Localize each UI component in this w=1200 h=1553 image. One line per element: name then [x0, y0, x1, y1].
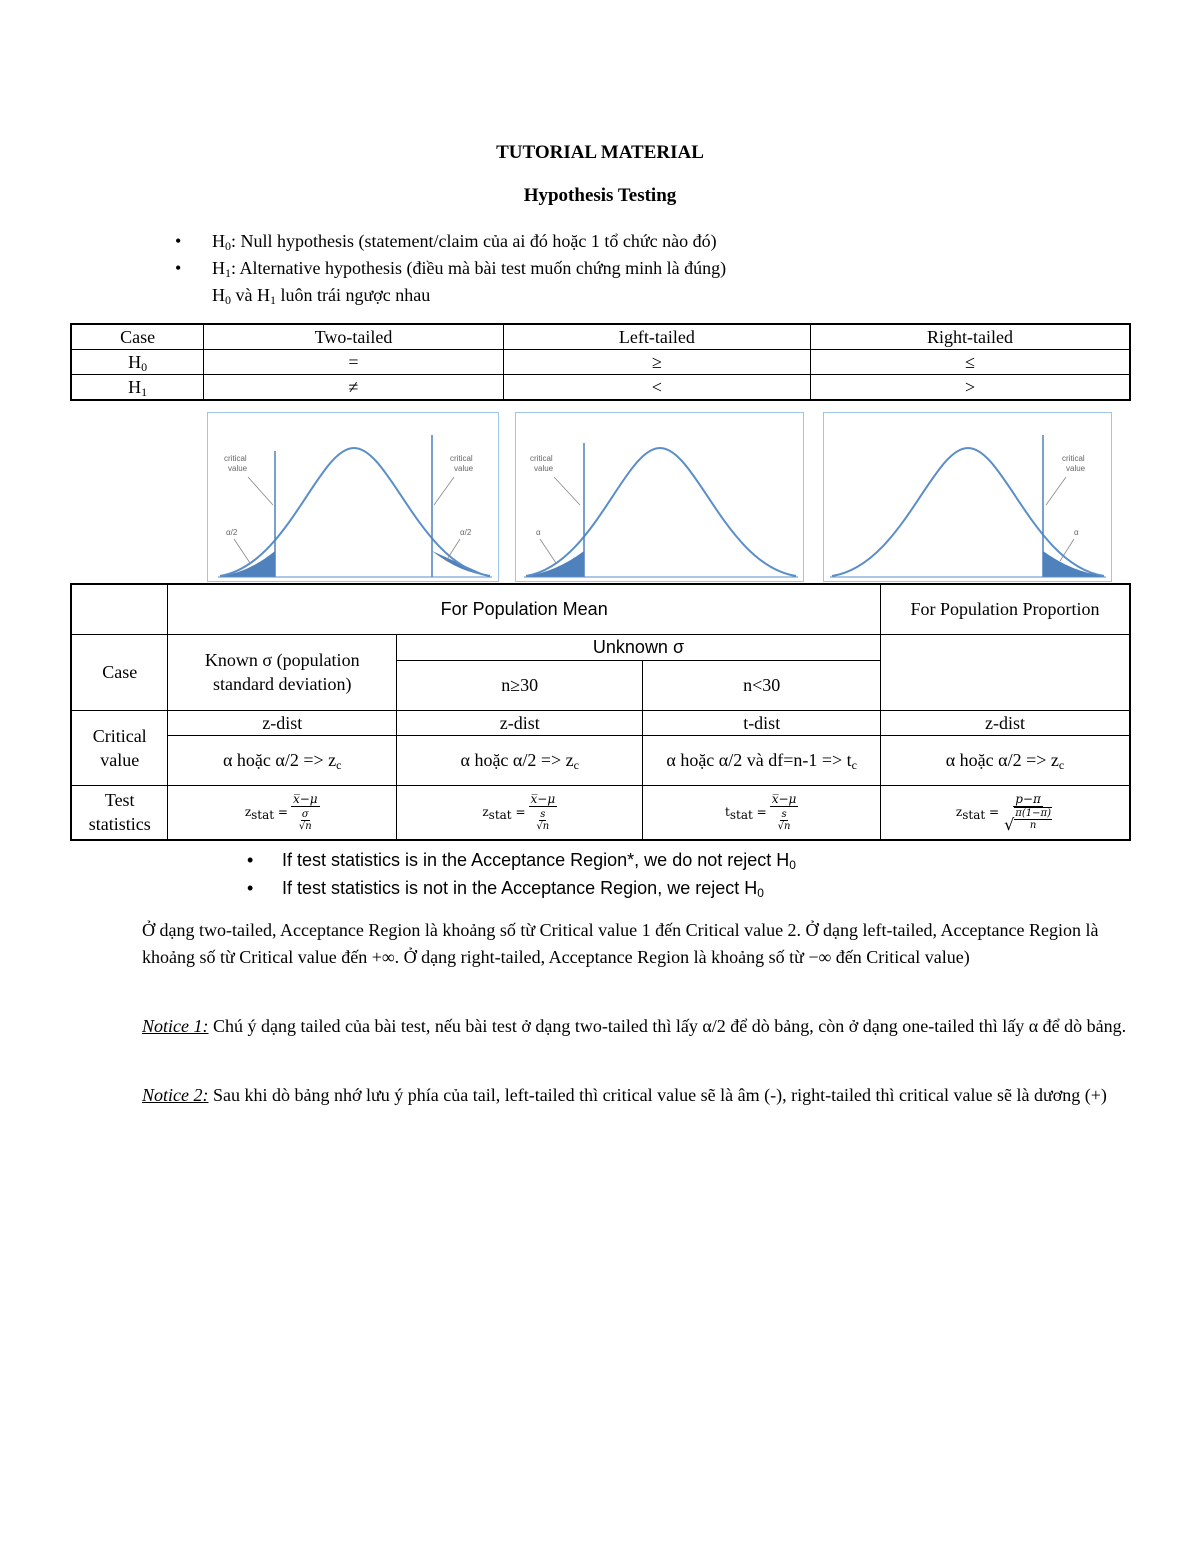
formula-lhs [244, 804, 288, 822]
z-stat-unknown-formula [482, 793, 557, 832]
note-h1-sub: 1 [270, 293, 276, 307]
decision-1-sub: 0 [789, 858, 796, 872]
sqrt-symbol: √ [1004, 815, 1015, 835]
z-symbol: z [955, 804, 963, 819]
z-stat-proportion-formula [955, 792, 1054, 835]
stat-sub: stat [962, 807, 986, 822]
h1-definition: : Alternative hypothesis (điều mà bài test muốn chứng minh là đúng) [231, 258, 727, 278]
sqrt-n: √n [777, 820, 791, 832]
stat-sub: stat [251, 807, 275, 822]
two-tailed-left-value-label: value [228, 464, 248, 473]
formula-proportion-cell [880, 785, 1130, 840]
lookup-proportion-sub: c [1058, 758, 1065, 772]
two-tailed-left-alpha: α/2 [226, 528, 238, 537]
notice-2-text: Sau khi dò bảng nhớ lưu ý phía của tail, left-tailed thì critical value sẽ là âm (-), right-tailed thì critical value sẽ là dương (+) [208, 1085, 1107, 1105]
known-sigma-cell: Known σ (population standard deviation) [168, 634, 397, 710]
fraction [291, 793, 320, 832]
cv-case-row-1 [71, 634, 1130, 660]
row-h1 [71, 375, 1130, 401]
fraction-denominator [776, 807, 793, 832]
two-tailed-left-alpha-arrow [234, 539, 250, 563]
h1-right-tailed: > [811, 375, 1130, 401]
case-label: Case [71, 634, 168, 710]
decision-rules [247, 846, 796, 902]
sqrt-n: √n [298, 820, 312, 832]
notice-1-paragraph [142, 1013, 1132, 1040]
cv-header-empty [71, 584, 168, 634]
bullet-alternative-hypothesis [175, 255, 726, 282]
right-tailed-arrow [1046, 477, 1066, 505]
hypothesis-relation-note [175, 282, 726, 309]
h0-symbol: H [212, 231, 225, 251]
fraction [529, 793, 558, 832]
lookup-known-text: α hoặc α/2 => z [222, 750, 337, 770]
equals-sign: = [985, 804, 1000, 819]
inner-fraction [778, 809, 791, 832]
note-h0-sub: 0 [225, 293, 231, 307]
z-stat-known-formula [245, 793, 320, 832]
equals-sign: = [511, 804, 526, 819]
header-two-tailed: Two-tailed [204, 324, 503, 350]
row-h0-label [71, 350, 204, 375]
formula-unknown-small-cell [643, 785, 880, 840]
h0-definition: : Null hypothesis (statement/claim của ai đó hoặc 1 tổ chức nào đó) [231, 231, 717, 251]
sigma-symbol: σ [301, 808, 309, 820]
cv-test-row [71, 785, 1130, 840]
population-mean-header: For Population Mean [168, 584, 881, 634]
cv-header-row [71, 584, 1130, 634]
formula-known-cell [168, 785, 397, 840]
h1-label-text: H [128, 377, 142, 397]
two-tailed-right-critical-label: critical [450, 454, 473, 463]
left-tailed-critical-label: critical [530, 454, 553, 463]
h0-left-tailed: ≥ [503, 350, 810, 375]
equals-sign: = [752, 804, 767, 819]
sqrt-n: √n [536, 820, 550, 832]
notice-1-label: Notice 1: [142, 1016, 209, 1036]
inner-denominator: n [1029, 820, 1037, 832]
t-stat-formula [725, 793, 798, 832]
s-symbol: s [540, 808, 546, 820]
lookup-unknown-large-text: α hoặc α/2 => z [460, 750, 574, 770]
fraction-numerator: p−π [1015, 792, 1041, 807]
bullet-icon: • [247, 850, 254, 870]
left-tailed-alpha: α [536, 528, 541, 537]
s-symbol: s [781, 808, 787, 820]
acceptance-region-paragraph: Ở dạng two-tailed, Acceptance Region là khoảng số từ Critical value 1 đến Critical value 2. Ở dạng left-tailed, Acceptance Region là khoảng số từ Critical value đến +∞. Ở dạng right-tailed, Acceptance Region là khoảng số từ −∞ đến Critical value) [142, 920, 1099, 967]
lookup-unknown-large [397, 735, 643, 785]
bullet-icon: • [175, 258, 182, 278]
note-end: luôn trái ngược nhau [276, 285, 431, 305]
h0-two-tailed: = [204, 350, 503, 375]
two-tailed-left-critical-label: critical [224, 454, 247, 463]
n-lt-30-cell: n<30 [643, 660, 880, 710]
critical-value-label: Critical value [71, 710, 168, 785]
dist-known: z-dist [168, 710, 397, 735]
fraction-numerator: x̅−μ [530, 791, 556, 806]
h0-label-text: H [128, 352, 142, 372]
left-tailed-curve [526, 448, 796, 576]
lookup-known-sub: c [336, 758, 342, 772]
dist-unknown-large: z-dist [397, 710, 643, 735]
h0-right-tailed: ≤ [811, 350, 1130, 375]
right-tailed-alpha: α [1074, 528, 1079, 537]
right-tailed-value-label: value [1066, 464, 1086, 473]
bullet-null-hypothesis [175, 228, 726, 255]
fraction-denominator [1002, 807, 1054, 835]
document-subtitle: Hypothesis Testing [523, 185, 677, 206]
lookup-unknown-small-text: α hoặc α/2 và df=n-1 => t [666, 750, 852, 770]
two-tailed-right-value-label: value [454, 464, 474, 473]
decision-1-text: If test statistics is in the Acceptance Region*, we do not reject H [282, 850, 790, 870]
h0-label-sub: 0 [141, 360, 148, 374]
dist-unknown-small: t-dist [643, 710, 880, 735]
lookup-unknown-small-sub: c [851, 758, 857, 772]
lookup-known [168, 735, 397, 785]
two-tailed-curve [220, 448, 490, 576]
note-h0: H [212, 285, 225, 305]
formula-lhs [955, 804, 1000, 822]
inner-fraction [299, 809, 312, 832]
two-tailed-curve-figure [207, 412, 499, 582]
h1-symbol: H [212, 258, 225, 278]
inner-fraction [1014, 807, 1052, 831]
formula-unknown-large-cell [397, 785, 643, 840]
n-ge-30-cell: n≥30 [397, 660, 643, 710]
stat-sub: stat [729, 807, 753, 822]
two-tailed-left-arrow [248, 477, 273, 505]
z-symbol: z [244, 804, 252, 819]
dist-proportion: z-dist [880, 710, 1130, 735]
cv-lookup-row [71, 735, 1130, 785]
formula-lhs [725, 804, 767, 822]
lookup-unknown-small [643, 735, 880, 785]
right-tailed-curve-svg [824, 413, 1111, 581]
proportion-case-empty [880, 634, 1130, 710]
fraction-denominator [297, 807, 314, 832]
critical-value-table [70, 583, 1131, 841]
header-left-tailed: Left-tailed [503, 324, 810, 350]
inner-fraction [536, 809, 549, 832]
notice-2-paragraph [142, 1082, 1132, 1109]
h1-left-tailed: < [503, 375, 810, 401]
lookup-proportion [880, 735, 1130, 785]
decision-2-sub: 0 [757, 886, 764, 900]
h1-two-tailed: ≠ [204, 375, 503, 401]
header-case: Case [71, 324, 204, 350]
document-title: TUTORIAL MATERIAL [496, 142, 704, 163]
cv-dist-row [71, 710, 1130, 735]
row-h0 [71, 350, 1130, 375]
stat-sub: stat [488, 807, 512, 822]
two-tailed-right-alpha: α/2 [460, 528, 472, 537]
hypothesis-table-header [71, 324, 1130, 350]
fraction [770, 793, 799, 832]
two-tailed-curve-svg [208, 413, 498, 581]
two-tailed-right-arrow [434, 477, 454, 505]
inner-numerator: π(1−π) [1015, 808, 1051, 820]
right-tailed-curve [832, 448, 1104, 576]
header-right-tailed: Right-tailed [811, 324, 1130, 350]
test-statistics-label: Test statistics [71, 785, 168, 840]
decision-2-text: If test statistics is not in the Acceptance Region, we reject H [282, 878, 758, 898]
h0-subscript: 0 [225, 239, 231, 253]
left-tailed-arrow [554, 477, 580, 505]
lookup-proportion-text: α hoặc α/2 => z [945, 750, 1059, 770]
right-tailed-curve-figure [823, 412, 1112, 582]
row-h1-label [71, 375, 204, 401]
fraction-numerator: x̅−μ [292, 791, 318, 806]
formula-lhs [482, 804, 526, 822]
z-symbol: z [482, 804, 489, 819]
left-tailed-curve-figure [515, 412, 804, 582]
decision-do-not-reject [247, 846, 796, 874]
h1-subscript: 1 [225, 266, 231, 280]
equals-sign: = [274, 804, 288, 819]
population-proportion-header: For Population Proportion [880, 584, 1130, 634]
hypothesis-definitions [175, 228, 726, 309]
left-tailed-value-label: value [534, 464, 554, 473]
fraction-denominator [534, 807, 551, 832]
hypothesis-table [70, 323, 1131, 401]
notice-2-label: Notice 2: [142, 1085, 209, 1105]
left-tailed-curve-svg [516, 413, 803, 581]
unknown-sigma-cell: Unknown σ [397, 634, 881, 660]
lookup-unknown-large-sub: c [573, 758, 579, 772]
decision-reject [247, 874, 796, 902]
h1-label-sub: 1 [141, 385, 148, 399]
right-tailed-critical-label: critical [1062, 454, 1085, 463]
left-tailed-alpha-arrow [540, 539, 556, 563]
bullet-icon: • [247, 878, 254, 898]
t-symbol: t [725, 804, 730, 819]
bullet-icon: • [175, 231, 182, 251]
fraction [1002, 792, 1054, 835]
note-and-h1: và H [231, 285, 270, 305]
fraction-numerator: x̅−μ [771, 791, 797, 806]
notice-1-text: Chú ý dạng tailed của bài test, nếu bài test ở dạng two-tailed thì lấy α/2 để dò bảng, còn ở dạng one-tailed thì lấy α để dò bảng. [208, 1016, 1127, 1036]
